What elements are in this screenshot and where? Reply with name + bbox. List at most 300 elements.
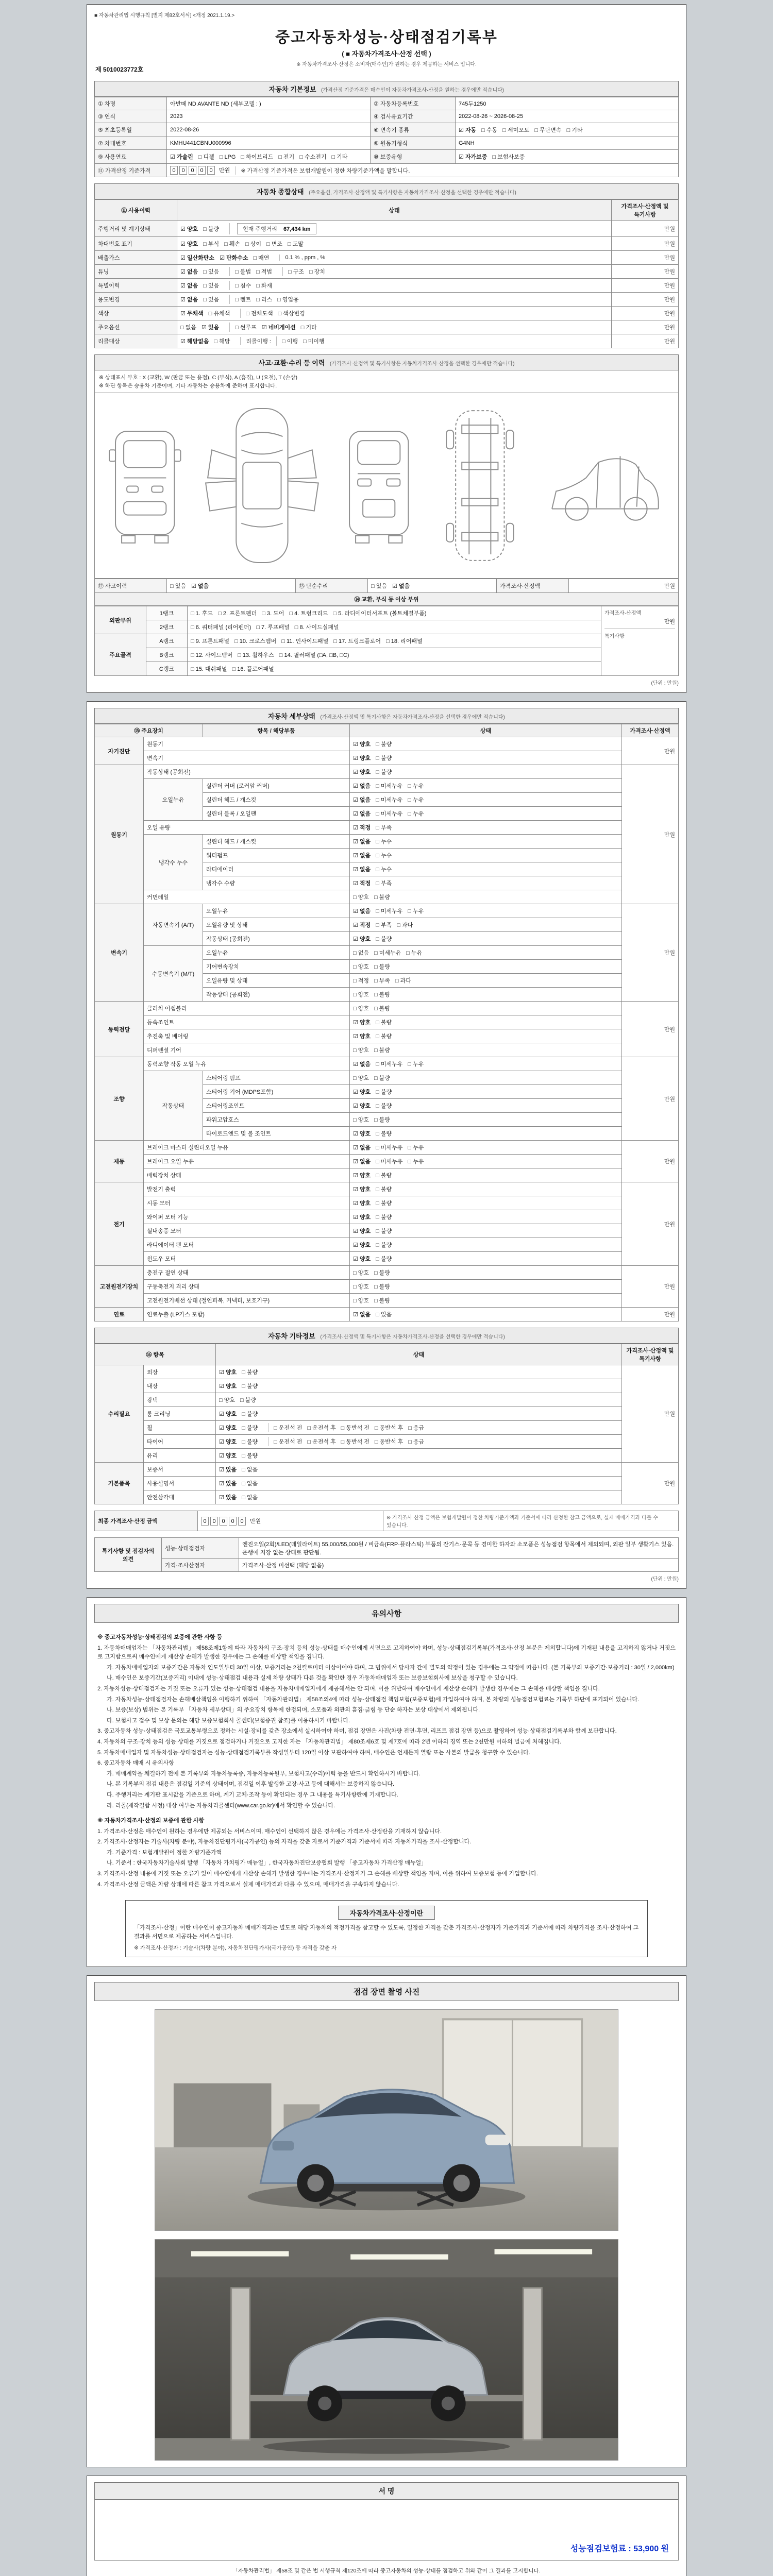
checkbox-누수[interactable]: □ 누수 [376, 839, 392, 845]
checkbox-불량[interactable]: □ 불량 [374, 1298, 390, 1304]
checkbox-양호[interactable]: ☑ 양호 [353, 1256, 371, 1262]
table-row [95, 1490, 679, 1504]
checkbox-있음[interactable]: ☑ 있음 [219, 1467, 237, 1473]
checkbox-불량[interactable]: □ 불량 [242, 1453, 258, 1459]
checkbox-6. 쿼터패널 (리어펜더)[interactable]: □ 6. 쿼터패널 (리어펜더) [191, 624, 251, 631]
checkbox-불량[interactable]: □ 불량 [374, 1006, 390, 1012]
checkbox-전체도색[interactable]: □ 전체도색 [246, 311, 273, 317]
checkbox-불량[interactable]: □ 불량 [242, 1383, 258, 1389]
checkbox-기타[interactable]: □ 기타 [300, 325, 317, 331]
column-header: ⑮ 주요장치 [95, 724, 203, 737]
price-cell: 만원 [612, 293, 679, 307]
checkbox-없음[interactable]: □ 없음 [242, 1467, 258, 1473]
form-spec-note: ■ 자동차관리법 시행규칙 [별지 제82호서식] <개정 2021.1.19.> [94, 13, 235, 19]
checkbox-있음[interactable]: □ 있음 [371, 583, 387, 589]
field-label: ③ 연식 [95, 110, 167, 123]
form-page-detail [87, 701, 686, 1589]
checkbox-7. 루프패널[interactable]: □ 7. 루프패널 [256, 624, 290, 631]
state-part [353, 1073, 398, 1082]
damage-code-legend [94, 370, 679, 393]
checkbox-있음[interactable]: □ 있음 [203, 297, 220, 303]
checkbox-전기[interactable]: □ 전기 [278, 154, 295, 160]
opinion-text: 가격조사·산정 미선택 (해당 없음) [239, 1559, 679, 1572]
checkbox-양호[interactable]: ☑ 양호 [353, 755, 371, 761]
checkbox-불량[interactable]: □ 불량 [376, 1214, 392, 1221]
checkbox-양호[interactable]: ☑ 양호 [180, 226, 198, 232]
checkbox-적정[interactable]: ☑ 적정 [353, 922, 371, 928]
checkbox-불량[interactable]: □ 불량 [376, 1228, 392, 1234]
checkbox-없음[interactable]: ☑ 없음 [353, 1312, 371, 1318]
checkbox-동반석 후[interactable]: □ 동반석 후 [374, 1425, 404, 1431]
price-cell: 만원 [612, 237, 679, 251]
checkbox-누유[interactable]: □ 누유 [408, 1145, 424, 1151]
state-cell [350, 807, 622, 821]
checkbox-양호[interactable]: ☑ 양호 [353, 1173, 371, 1179]
checkbox-불량[interactable]: □ 불량 [376, 1173, 392, 1179]
table-row [95, 1559, 679, 1572]
column-header: 상태 [350, 724, 622, 737]
document-subtitle-note: ※ 자동차가격조사·산정은 소비자(매수인)가 원하는 경우 제공하는 서비스 입니다. [296, 62, 477, 67]
checkbox-15. 대쉬패널[interactable]: □ 15. 대쉬패널 [191, 666, 227, 672]
checkbox-불량[interactable]: □ 불량 [376, 1131, 392, 1137]
state-part [229, 323, 325, 332]
checkbox-도말[interactable]: □ 도말 [287, 241, 304, 247]
checkbox-불량[interactable]: □ 불량 [376, 755, 392, 761]
checkbox-양호[interactable]: □ 양호 [353, 992, 369, 998]
damage-diagram-panel [94, 393, 679, 579]
checkbox-양호[interactable]: ☑ 양호 [353, 1187, 371, 1193]
checkbox-미세누유[interactable]: □ 미세누유 [376, 908, 403, 914]
checkbox-양호[interactable]: ☑ 양호 [219, 1383, 237, 1389]
state-part [268, 1423, 432, 1432]
checkbox-불량[interactable]: □ 불량 [376, 1187, 392, 1193]
checkbox-부식[interactable]: □ 부식 [203, 241, 220, 247]
checkbox-양호[interactable]: □ 양호 [353, 1117, 369, 1123]
checkbox-훼손[interactable]: □ 훼손 [224, 241, 241, 247]
device-item: 동력조향 작동 오일 누유 [144, 1057, 350, 1071]
checkbox-불량[interactable]: □ 불량 [376, 1256, 392, 1262]
final-price-note: ※ 가격조사·산정 금액은 보험개발원이 정한 차량기준가액과 기준서에 따라 산정한 참고 금액으로, 실제 매매가격과 다를 수 있습니다. [383, 1511, 679, 1531]
checkbox-양호[interactable]: ☑ 양호 [353, 1033, 371, 1040]
checkbox-없음[interactable]: ☑ 없음 [353, 1061, 371, 1067]
state-part [353, 892, 398, 902]
checkbox-없음[interactable]: ☑ 없음 [180, 269, 198, 275]
checkbox-미세누유[interactable]: □ 미세누유 [376, 1159, 403, 1165]
state-part [219, 1409, 266, 1418]
checkbox-있음[interactable]: □ 있음 [203, 283, 220, 289]
device-item: 브레이크 마스터 실린더오일 누유 [144, 1141, 350, 1155]
checkbox-운전석 후[interactable]: □ 운전석 후 [307, 1425, 336, 1431]
car-diagram-top [192, 400, 332, 571]
checkbox-가솔린[interactable]: ☑ 가솔린 [170, 154, 193, 160]
checkbox-양호[interactable]: □ 양호 [353, 1298, 369, 1304]
checkbox-양호[interactable]: □ 양호 [353, 894, 369, 901]
checkbox-양호[interactable]: ☑ 양호 [353, 1200, 371, 1207]
state-part [240, 337, 274, 345]
checkbox-색상변경[interactable]: □ 색상변경 [278, 311, 305, 317]
checkbox-양호[interactable]: ☑ 양호 [353, 1089, 371, 1095]
checkbox-무단변속[interactable]: □ 무단변속 [534, 127, 562, 133]
form-page-basic [87, 4, 686, 693]
checkbox-화재[interactable]: □ 화재 [256, 283, 273, 289]
state-part [282, 267, 333, 276]
car-diagram-underbody [426, 400, 534, 571]
checkbox-1. 후드[interactable]: □ 1. 후드 [191, 611, 213, 617]
checkbox-없음[interactable]: ☑ 없음 [353, 839, 371, 845]
checkbox-누수[interactable]: □ 누수 [376, 853, 392, 859]
state-part [353, 809, 432, 818]
checkbox-과다[interactable]: □ 과다 [397, 922, 413, 928]
checkbox-11. 인사이드패널[interactable]: □ 11. 인사이드패널 [281, 638, 329, 645]
notes-paragraph: 가. 자동차성능·상태점검자는 손해배상책임을 이행하기 위하여 「자동차관리법」 제58조의4에 따라 성능·상태점검 책임보험(보증보험)에 가입하여야 하며, 본 차량의 성능점검보험료는 기록부 하단에 표기되어 있습니다. [107, 1696, 640, 1703]
checkbox-없음[interactable]: ☑ 없음 [353, 1159, 371, 1165]
checkbox-적정[interactable]: ☑ 적정 [353, 880, 371, 887]
checkbox-13. 휠하우스[interactable]: □ 13. 휠하우스 [238, 652, 274, 658]
table-row [95, 1435, 679, 1449]
checkbox-있음[interactable]: ☑ 있음 [201, 325, 220, 331]
notes-paragraph: 나. 매수인은 보증기간(보증거리) 이내에 성능·상태점검 내용과 실제 차량 상태가 다른 것을 확인한 경우 자동차매매업자 또는 보증보험회사에 보상을 청구할 수 있습니다. [107, 1675, 518, 1682]
checkbox-운전석 전[interactable]: □ 운전석 전 [274, 1425, 303, 1431]
state-part [229, 223, 319, 234]
checkbox-미세누유[interactable]: □ 미세누유 [376, 783, 403, 789]
notes-paragraph: 다. 보험사고 접수 및 보상 문의는 해당 보증보험회사 콜센터(보험증권 참조)를 이용하시기 바랍니다. [107, 1717, 350, 1724]
checkbox-누유[interactable]: □ 누유 [408, 1159, 424, 1165]
checkbox-없음[interactable]: ☑ 없음 [353, 783, 371, 789]
checkbox-불량[interactable]: □ 불량 [374, 1270, 390, 1276]
checkbox-불량[interactable]: □ 불량 [374, 1075, 390, 1081]
checkbox-8. 사이드실패널[interactable]: □ 8. 사이드실패널 [294, 624, 339, 631]
checkbox-세미오토[interactable]: □ 세미오토 [502, 127, 530, 133]
checkbox-불량[interactable]: □ 불량 [376, 741, 392, 748]
checkbox-양호[interactable]: ☑ 양호 [353, 1103, 371, 1109]
opinion-side-label: 특기사항 및 점검자의 의견 [95, 1538, 162, 1572]
checkbox-양호[interactable]: □ 양호 [219, 1397, 235, 1403]
checkbox-과다[interactable]: □ 과다 [395, 978, 411, 984]
price-cell: 만원 [612, 307, 679, 320]
checkbox-변조[interactable]: □ 변조 [266, 241, 282, 247]
table-row [95, 1407, 679, 1421]
checkbox-기타[interactable]: □ 기타 [566, 127, 583, 133]
checkbox-누유[interactable]: □ 누유 [408, 783, 424, 789]
state-cell [350, 1002, 622, 1015]
checkbox-양호[interactable]: ☑ 양호 [219, 1411, 237, 1417]
checkbox-없음[interactable]: ☑ 없음 [353, 811, 371, 817]
checkbox-3. 도어[interactable]: □ 3. 도어 [262, 611, 284, 617]
checkbox-양호[interactable]: ☑ 양호 [353, 1242, 371, 1248]
checkbox-미이행[interactable]: □ 미이행 [303, 338, 325, 345]
fee-label: 성능점검보험료 : [570, 2545, 631, 2554]
checkbox-있음[interactable]: ☑ 있음 [219, 1495, 237, 1501]
device-item: 오일 유량 [144, 821, 350, 835]
checkbox-부족[interactable]: □ 부족 [374, 978, 390, 984]
checkbox-미세누유[interactable]: □ 미세누유 [374, 950, 401, 956]
checkbox-양호[interactable]: □ 양호 [353, 1075, 369, 1081]
price-cell: 만원 [569, 579, 679, 593]
state-cell [350, 1029, 622, 1043]
history-item-label: 튜닝 [95, 265, 177, 279]
price-cell: 만원 [622, 1463, 679, 1504]
checkbox-불량[interactable]: □ 불량 [240, 1397, 256, 1403]
checkbox-미세누유[interactable]: □ 미세누유 [376, 1145, 403, 1151]
checkbox-부족[interactable]: □ 부족 [376, 825, 392, 831]
checkbox-누유[interactable]: □ 누유 [408, 1061, 424, 1067]
checkbox-14. 필러패널 (□A, □B, □C)[interactable]: □ 14. 필러패널 (□A, □B, □C) [279, 652, 349, 658]
notes-paragraph: 나. 기준서 : 한국자동차기술사회 발행 「자동차 가치평가 매뉴얼」, 한국자동차진단보증협회 발행 「중고자동차 가격산정 매뉴얼」 [107, 1860, 427, 1867]
checkbox-누수[interactable]: □ 누수 [376, 867, 392, 873]
checkbox-수소전기[interactable]: □ 수소전기 [299, 154, 327, 160]
checkbox-이행[interactable]: □ 이행 [282, 338, 298, 345]
state-cell [350, 751, 622, 765]
price-digit: 0 [179, 166, 187, 175]
notes-paragraph: 나. 본 기록부의 점검 내용은 점검일 기준의 상태이며, 점검일 이후 발생한 고장·사고 등에 대해서는 보증하지 않습니다. [107, 1781, 395, 1788]
field-value: 2023 [167, 110, 371, 123]
checkbox-미세누유[interactable]: □ 미세누유 [376, 811, 403, 817]
checkbox-적정[interactable]: ☑ 적정 [353, 825, 371, 831]
checkbox-양호[interactable]: ☑ 양호 [353, 1131, 371, 1137]
checkbox-불량[interactable]: □ 불량 [376, 1200, 392, 1207]
checkbox-불량[interactable]: □ 불량 [242, 1425, 258, 1431]
table-row [95, 1210, 679, 1224]
checkbox-없음[interactable]: ☑ 없음 [180, 283, 198, 289]
checkbox-불량[interactable]: □ 불량 [374, 964, 390, 970]
checkbox-상이[interactable]: □ 상이 [245, 241, 262, 247]
state-cell [216, 1407, 622, 1421]
checkbox-적정[interactable]: □ 적정 [353, 978, 369, 984]
checkbox-유채색[interactable]: □ 유채색 [208, 311, 230, 317]
checkbox-양호[interactable]: ☑ 양호 [219, 1453, 237, 1459]
checkbox-양호[interactable]: ☑ 양호 [180, 241, 198, 247]
checkbox-불량[interactable]: □ 불량 [242, 1439, 258, 1445]
checkbox-불량[interactable]: □ 불량 [376, 1020, 392, 1026]
checkbox-불량[interactable]: □ 불량 [376, 1103, 392, 1109]
checkbox-동반석 후[interactable]: □ 동반석 후 [374, 1439, 404, 1445]
checkbox-양호[interactable]: ☑ 양호 [353, 1020, 371, 1026]
column-header: 가격조사·산정액 및 특기사항 [622, 1344, 679, 1365]
signature-page [87, 2476, 686, 2576]
checkbox-없음[interactable]: □ 없음 [353, 950, 369, 956]
checkbox-수동[interactable]: □ 수동 [481, 127, 498, 133]
table-row [95, 620, 679, 634]
checkbox-양호[interactable]: ☑ 양호 [353, 769, 371, 775]
checkbox-응급[interactable]: □ 응급 [408, 1439, 425, 1445]
signature-area[interactable] [94, 2500, 679, 2561]
checkbox-불량[interactable]: □ 불량 [376, 936, 392, 942]
checkbox-불량[interactable]: □ 불량 [376, 1242, 392, 1248]
checkbox-운전석 전[interactable]: □ 운전석 전 [274, 1439, 303, 1445]
checkbox-없음[interactable]: □ 없음 [180, 325, 196, 331]
checkbox-10. 크로스멤버[interactable]: □ 10. 크로스멤버 [234, 638, 277, 645]
checkbox-일산화탄소[interactable]: ☑ 일산화탄소 [180, 255, 215, 261]
checkbox-동반석 전[interactable]: □ 동반석 전 [341, 1425, 369, 1431]
table-row [95, 307, 679, 320]
checkbox-없음[interactable]: ☑ 없음 [353, 1145, 371, 1151]
checkbox-없음[interactable]: ☑ 없음 [353, 853, 371, 859]
checkbox-누유[interactable]: □ 누유 [406, 950, 423, 956]
checkbox-양호[interactable]: ☑ 양호 [353, 1228, 371, 1234]
field-value: 2022-08-26 ~ 2026-08-25 [456, 110, 679, 123]
checkbox-누유[interactable]: □ 누유 [408, 908, 424, 914]
section-basic-info [94, 81, 679, 177]
checkbox-있음[interactable]: □ 있음 [170, 583, 186, 589]
checkbox-양호[interactable]: □ 양호 [353, 964, 369, 970]
state-part [353, 1059, 432, 1069]
checkbox-미세누유[interactable]: □ 미세누유 [376, 1061, 403, 1067]
other-item: 안전삼각대 [144, 1490, 216, 1504]
state-cell [167, 579, 296, 593]
state-part [353, 865, 400, 874]
table-row [95, 320, 679, 334]
checkbox-LPG[interactable]: □ LPG [219, 154, 236, 160]
checkbox-불량[interactable]: □ 불량 [374, 1117, 390, 1123]
checkbox-탄화수소[interactable]: ☑ 탄화수소 [220, 255, 248, 261]
other-table [94, 1344, 679, 1504]
checkbox-불량[interactable]: □ 불량 [376, 769, 392, 775]
state-part [219, 1437, 266, 1446]
checkbox-16. 플로어패널[interactable]: □ 16. 플로어패널 [232, 666, 274, 672]
checkbox-하이브리드[interactable]: □ 하이브리드 [241, 154, 274, 160]
checkbox-없음[interactable]: ☑ 없음 [353, 797, 371, 803]
device-group: 전기 [95, 1182, 144, 1266]
checkbox-장치[interactable]: □ 장치 [309, 269, 325, 275]
device-group: 조향 [95, 1057, 144, 1141]
notes-paragraph: 라. 리콜(제작결함 시정) 대상 여부는 자동차리콜센터(www.car.go.kr)에서 확인할 수 있습니다. [107, 1802, 335, 1809]
table-row [95, 1252, 679, 1266]
checkbox-4. 트렁크리드[interactable]: □ 4. 트렁크리드 [289, 611, 328, 617]
checkbox-없음[interactable]: ☑ 없음 [353, 867, 371, 873]
checkbox-무채색[interactable]: ☑ 무채색 [180, 311, 204, 317]
table-row [95, 279, 679, 293]
checkbox-해당없음[interactable]: ☑ 해당없음 [180, 338, 209, 345]
checkbox-없음[interactable]: ☑ 없음 [353, 908, 371, 914]
section-title-text: 자동차 기타정보 [268, 1332, 315, 1340]
checkbox-네비게이션[interactable]: ☑ 네비게이션 [261, 325, 296, 331]
checkbox-양호[interactable]: □ 양호 [353, 1270, 369, 1276]
checkbox-응급[interactable]: □ 응급 [408, 1425, 425, 1431]
checkbox-18. 리어패널[interactable]: □ 18. 리어패널 [386, 638, 423, 645]
checkbox-있음[interactable]: ☑ 있음 [219, 1481, 237, 1487]
checkbox-불량[interactable]: □ 불량 [374, 894, 390, 901]
checkbox-있음[interactable]: □ 있음 [203, 269, 220, 275]
checkbox-누유[interactable]: □ 누유 [408, 811, 424, 817]
table-row [95, 1308, 679, 1321]
table-row [95, 662, 679, 676]
state-part [353, 1226, 400, 1235]
checkbox-구조[interactable]: □ 구조 [288, 269, 304, 275]
checkbox-양호[interactable]: ☑ 양호 [353, 1214, 371, 1221]
panel-group: 주요골격 [95, 634, 146, 676]
table-row [95, 1196, 679, 1210]
other-item: 보증서 [144, 1463, 216, 1477]
checkbox-불량[interactable]: □ 불량 [374, 1284, 390, 1290]
checkbox-양호[interactable]: ☑ 양호 [219, 1439, 237, 1445]
field-label: ⑧ 원동기형식 [371, 137, 456, 150]
checkbox-렌트[interactable]: □ 렌트 [235, 297, 251, 303]
checkbox-자가보증[interactable]: ☑ 자가보증 [459, 154, 488, 160]
checkbox-부족[interactable]: □ 부족 [376, 880, 392, 887]
checkbox-동반석 전[interactable]: □ 동반석 전 [341, 1439, 369, 1445]
checkbox-불량[interactable]: □ 불량 [376, 1033, 392, 1040]
checkbox-불량[interactable]: □ 불량 [374, 992, 390, 998]
checkbox-없음[interactable]: ☑ 없음 [180, 297, 198, 303]
checkbox-17. 트렁크플로어[interactable]: □ 17. 트렁크플로어 [333, 638, 381, 645]
checkbox-없음[interactable]: □ 없음 [242, 1481, 258, 1487]
table-row [95, 1155, 679, 1168]
fee-value: 53,900 원 [633, 2545, 669, 2554]
state-part [219, 1367, 266, 1377]
checkbox-미세누유[interactable]: □ 미세누유 [376, 797, 403, 803]
checkbox-없음[interactable]: ☑ 없음 [392, 583, 410, 589]
checkbox-썬루프[interactable]: □ 썬루프 [235, 325, 257, 331]
checkbox-없음[interactable]: ☑ 없음 [191, 583, 209, 589]
checkbox-불법[interactable]: □ 불법 [235, 269, 251, 275]
state-cell [350, 1057, 622, 1071]
checkbox-양호[interactable]: ☑ 양호 [219, 1425, 237, 1431]
checkbox-보험사보증[interactable]: □ 보험사보증 [492, 154, 525, 160]
checkbox-없음[interactable]: □ 없음 [242, 1495, 258, 1501]
checkbox-2. 프론트펜더[interactable]: □ 2. 프론트펜더 [218, 611, 257, 617]
device-item: 실내송풍 모터 [144, 1224, 350, 1238]
price-cell: 만원 [622, 1308, 679, 1321]
state-part [353, 1240, 400, 1249]
notes-heading: ※ 중고자동차성능·상태점검의 보증에 관한 사항 등 [97, 1634, 223, 1640]
state-part [180, 336, 238, 346]
checkbox-12. 사이드멤버[interactable]: □ 12. 사이드멤버 [191, 652, 233, 658]
inline-field [237, 223, 316, 234]
checkbox-부족[interactable]: □ 부족 [376, 922, 392, 928]
checkbox-누유[interactable]: □ 누유 [408, 797, 424, 803]
table-row [95, 779, 679, 793]
panel-group: 외판부위 [95, 606, 146, 634]
device-item: 배력장치 상태 [144, 1168, 350, 1182]
state-part [353, 948, 430, 957]
field-label: 가격조사·산정액 [497, 579, 569, 593]
checkbox-불량[interactable]: □ 불량 [376, 1089, 392, 1095]
checkbox-리스[interactable]: □ 리스 [256, 297, 273, 303]
checkbox-침수[interactable]: □ 침수 [235, 283, 251, 289]
checkbox-불량[interactable]: □ 불량 [242, 1369, 258, 1376]
checkbox-있음[interactable]: □ 있음 [376, 1312, 392, 1318]
state-cell [350, 918, 622, 932]
checkbox-해당[interactable]: □ 해당 [214, 338, 230, 345]
checkbox-양호[interactable]: □ 양호 [353, 1047, 369, 1054]
checkbox-양호[interactable]: □ 양호 [353, 1284, 369, 1290]
checkbox-5. 라디에이터서포트 (볼트체결부품)[interactable]: □ 5. 라디에이터서포트 (볼트체결부품) [333, 611, 427, 617]
state-part [180, 239, 312, 248]
checkbox-양호[interactable]: □ 양호 [353, 1006, 369, 1012]
checkbox-자동[interactable]: ☑ 자동 [459, 127, 477, 133]
checkbox-양호[interactable]: ☑ 양호 [353, 741, 371, 748]
checkbox-양호[interactable]: ☑ 양호 [219, 1369, 237, 1376]
checkbox-기타[interactable]: □ 기타 [331, 154, 348, 160]
checkbox-불량[interactable]: □ 불량 [203, 226, 220, 232]
state-part [353, 990, 398, 999]
state-part [353, 781, 432, 790]
state-part [353, 1004, 398, 1013]
checkbox-디젤[interactable]: □ 디젤 [198, 154, 214, 160]
device-group: 자기진단 [95, 737, 144, 765]
checkbox-9. 프론트패널[interactable]: □ 9. 프론트패널 [191, 638, 230, 645]
checkbox-운전석 후[interactable]: □ 운전석 후 [307, 1439, 336, 1445]
checkbox-불량[interactable]: □ 불량 [374, 1047, 390, 1054]
checkbox-영업용[interactable]: □ 영업용 [277, 297, 299, 303]
checkbox-적법[interactable]: □ 적법 [256, 269, 273, 275]
other-item: 광택 [144, 1393, 216, 1407]
price-cell: 만원 [622, 1365, 679, 1463]
checkbox-불량[interactable]: □ 불량 [242, 1411, 258, 1417]
field-value: 745두1250 [456, 97, 679, 110]
checkbox-양호[interactable]: ☑ 양호 [353, 936, 371, 942]
checkbox-매연[interactable]: □ 매연 [253, 255, 270, 261]
